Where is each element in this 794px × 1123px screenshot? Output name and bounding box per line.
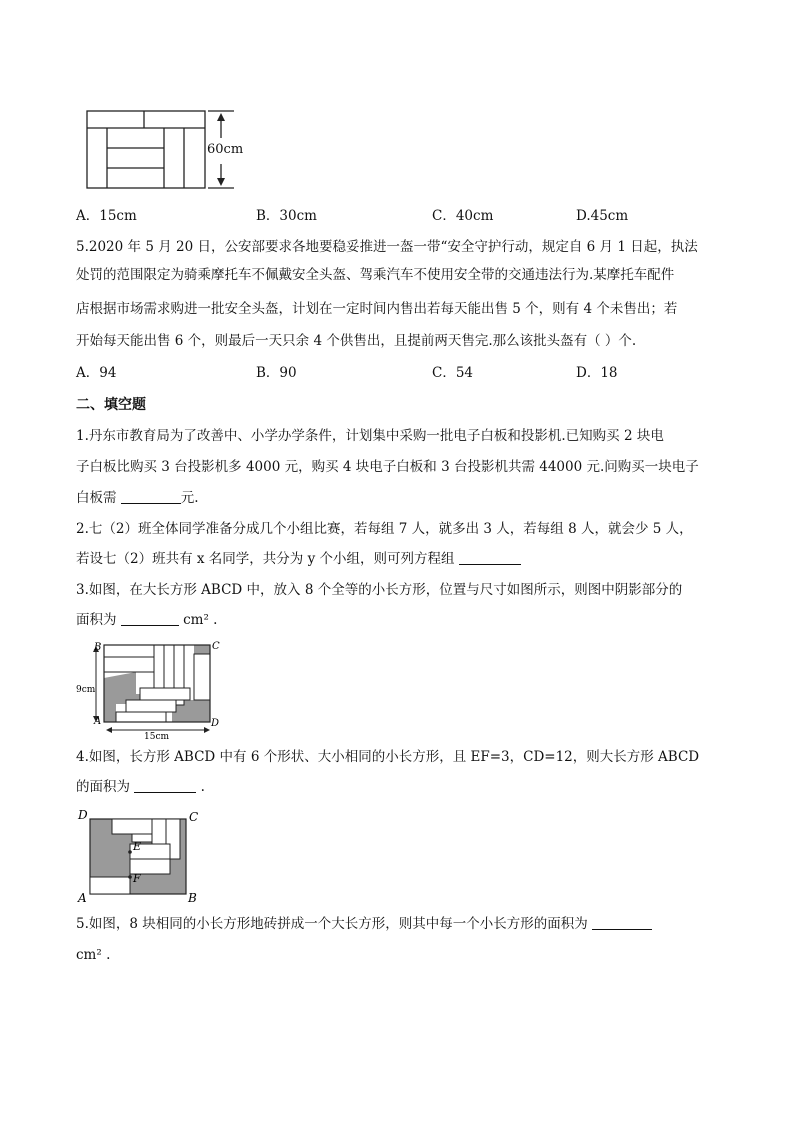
fill-q4-dot: . <box>196 779 205 795</box>
height-label: 60cm <box>207 142 244 157</box>
answer-blank[interactable] <box>134 778 196 793</box>
fill-q3-text: 面积为 <box>76 612 121 628</box>
fig4-label-f: F <box>133 872 141 885</box>
fig3-label-b: B <box>94 642 102 653</box>
fill-q3-unit: cm² . <box>178 612 218 628</box>
q5-option-d: D．18 <box>576 365 618 381</box>
answer-blank[interactable] <box>121 611 179 626</box>
fill-q3-line-2 <box>76 609 217 631</box>
fig3-label-height: 9cm <box>76 685 96 695</box>
option-c: C．40cm <box>432 208 494 224</box>
fig4-label-d: D <box>78 808 88 822</box>
q5-line-3: 店根据市场需求购进一批安全头盔，计划在一定时间内售出若每天能出售 5 个，则有 4 个未售出；若 <box>76 301 678 317</box>
fill-q1-line-2: 子白板比购买 3 台投影机多 4000 元，购买 4 块电子白板和 3 台投影机共需 44000 元.问购买一块电子 <box>76 459 699 475</box>
fill-q2-text: 若设七（2）班共有 x 名同学，共分为 y 个小组，则可列方程组 <box>76 551 459 567</box>
fig4-label-e: E <box>133 840 142 853</box>
fill-q1-line-1: 1.丹东市教育局为了改善中、小学办学条件，计划集中采购一批电子白板和投影机.已知购买 2 块电 <box>76 428 664 444</box>
fill-q5-line-1 <box>76 913 652 935</box>
fill-q1-text: 白板需 <box>76 490 121 506</box>
fill-q2-line-2 <box>76 548 521 570</box>
fig3-label-d: D <box>211 718 220 729</box>
q5-option-a: A．94 <box>76 365 117 381</box>
fill-q5-line-2: cm² . <box>76 947 111 963</box>
answer-blank[interactable] <box>121 489 181 504</box>
fill-q3-figure <box>76 638 232 742</box>
q5-line-4: 开始每天能出售 6 个，则最后一天只余 4 个供售出，且提前两天售完.那么该批头盔有（ ）个. <box>76 333 637 349</box>
fig4-label-c: C <box>189 810 199 824</box>
q5-line-1: 5.2020 年 5 月 20 日，公安部要求各地要稳妥推进一盔一带“安全守护行动，规定自 6 月 1 日起，执法 <box>76 239 698 255</box>
section-title: 二、填空题 <box>76 397 146 413</box>
answer-blank[interactable] <box>459 550 521 565</box>
fill-q4-line-2 <box>76 776 205 798</box>
fill-q4-figure <box>76 806 216 906</box>
answer-blank[interactable] <box>592 915 652 930</box>
fig3-label-a: A <box>94 716 102 727</box>
fill-q5-text: 5.如图，8 块相同的小长方形地砖拼成一个大长方形，则其中每一个小长方形的面积为 <box>76 916 593 932</box>
q5-option-c: C．54 <box>432 365 474 381</box>
option-a: A．15cm <box>76 208 137 224</box>
fig3-label-c: C <box>212 641 220 652</box>
fig4-label-a: A <box>78 891 87 905</box>
q5-option-b: B．90 <box>256 365 297 381</box>
fill-q4-line-1: 4.如图，长方形 ABCD 中有 6 个形状、大小相同的小长方形，且 EF=3，CD=12，则大长方形 ABCD <box>76 749 700 765</box>
fill-q4-text: 的面积为 <box>76 779 135 795</box>
fig3-label-width: 15cm <box>144 732 170 742</box>
fill-q3-line-1: 3.如图，在大长方形 ABCD 中，放入 8 个全等的小长方形，位置与尺寸如图所示，则图中阴影部分的 <box>76 582 683 598</box>
q5-line-2: 处罚的范围限定为骑乘摩托车不佩戴安全头盔、驾乘汽车不使用安全带的交通违法行为.某摩托车配件 <box>76 267 675 283</box>
option-b: B．30cm <box>256 208 317 224</box>
fig4-label-b: B <box>188 891 197 905</box>
fill-q1-line-3 <box>76 487 199 509</box>
option-d: D.45cm <box>576 208 629 224</box>
fill-q2-line-1: 2.七（2）班全体同学准备分成几个小组比赛，若每组 7 人，就多出 3 人，若每组 8 人，就会少 5 人， <box>76 521 693 537</box>
fill-q1-unit: 元. <box>180 490 199 506</box>
